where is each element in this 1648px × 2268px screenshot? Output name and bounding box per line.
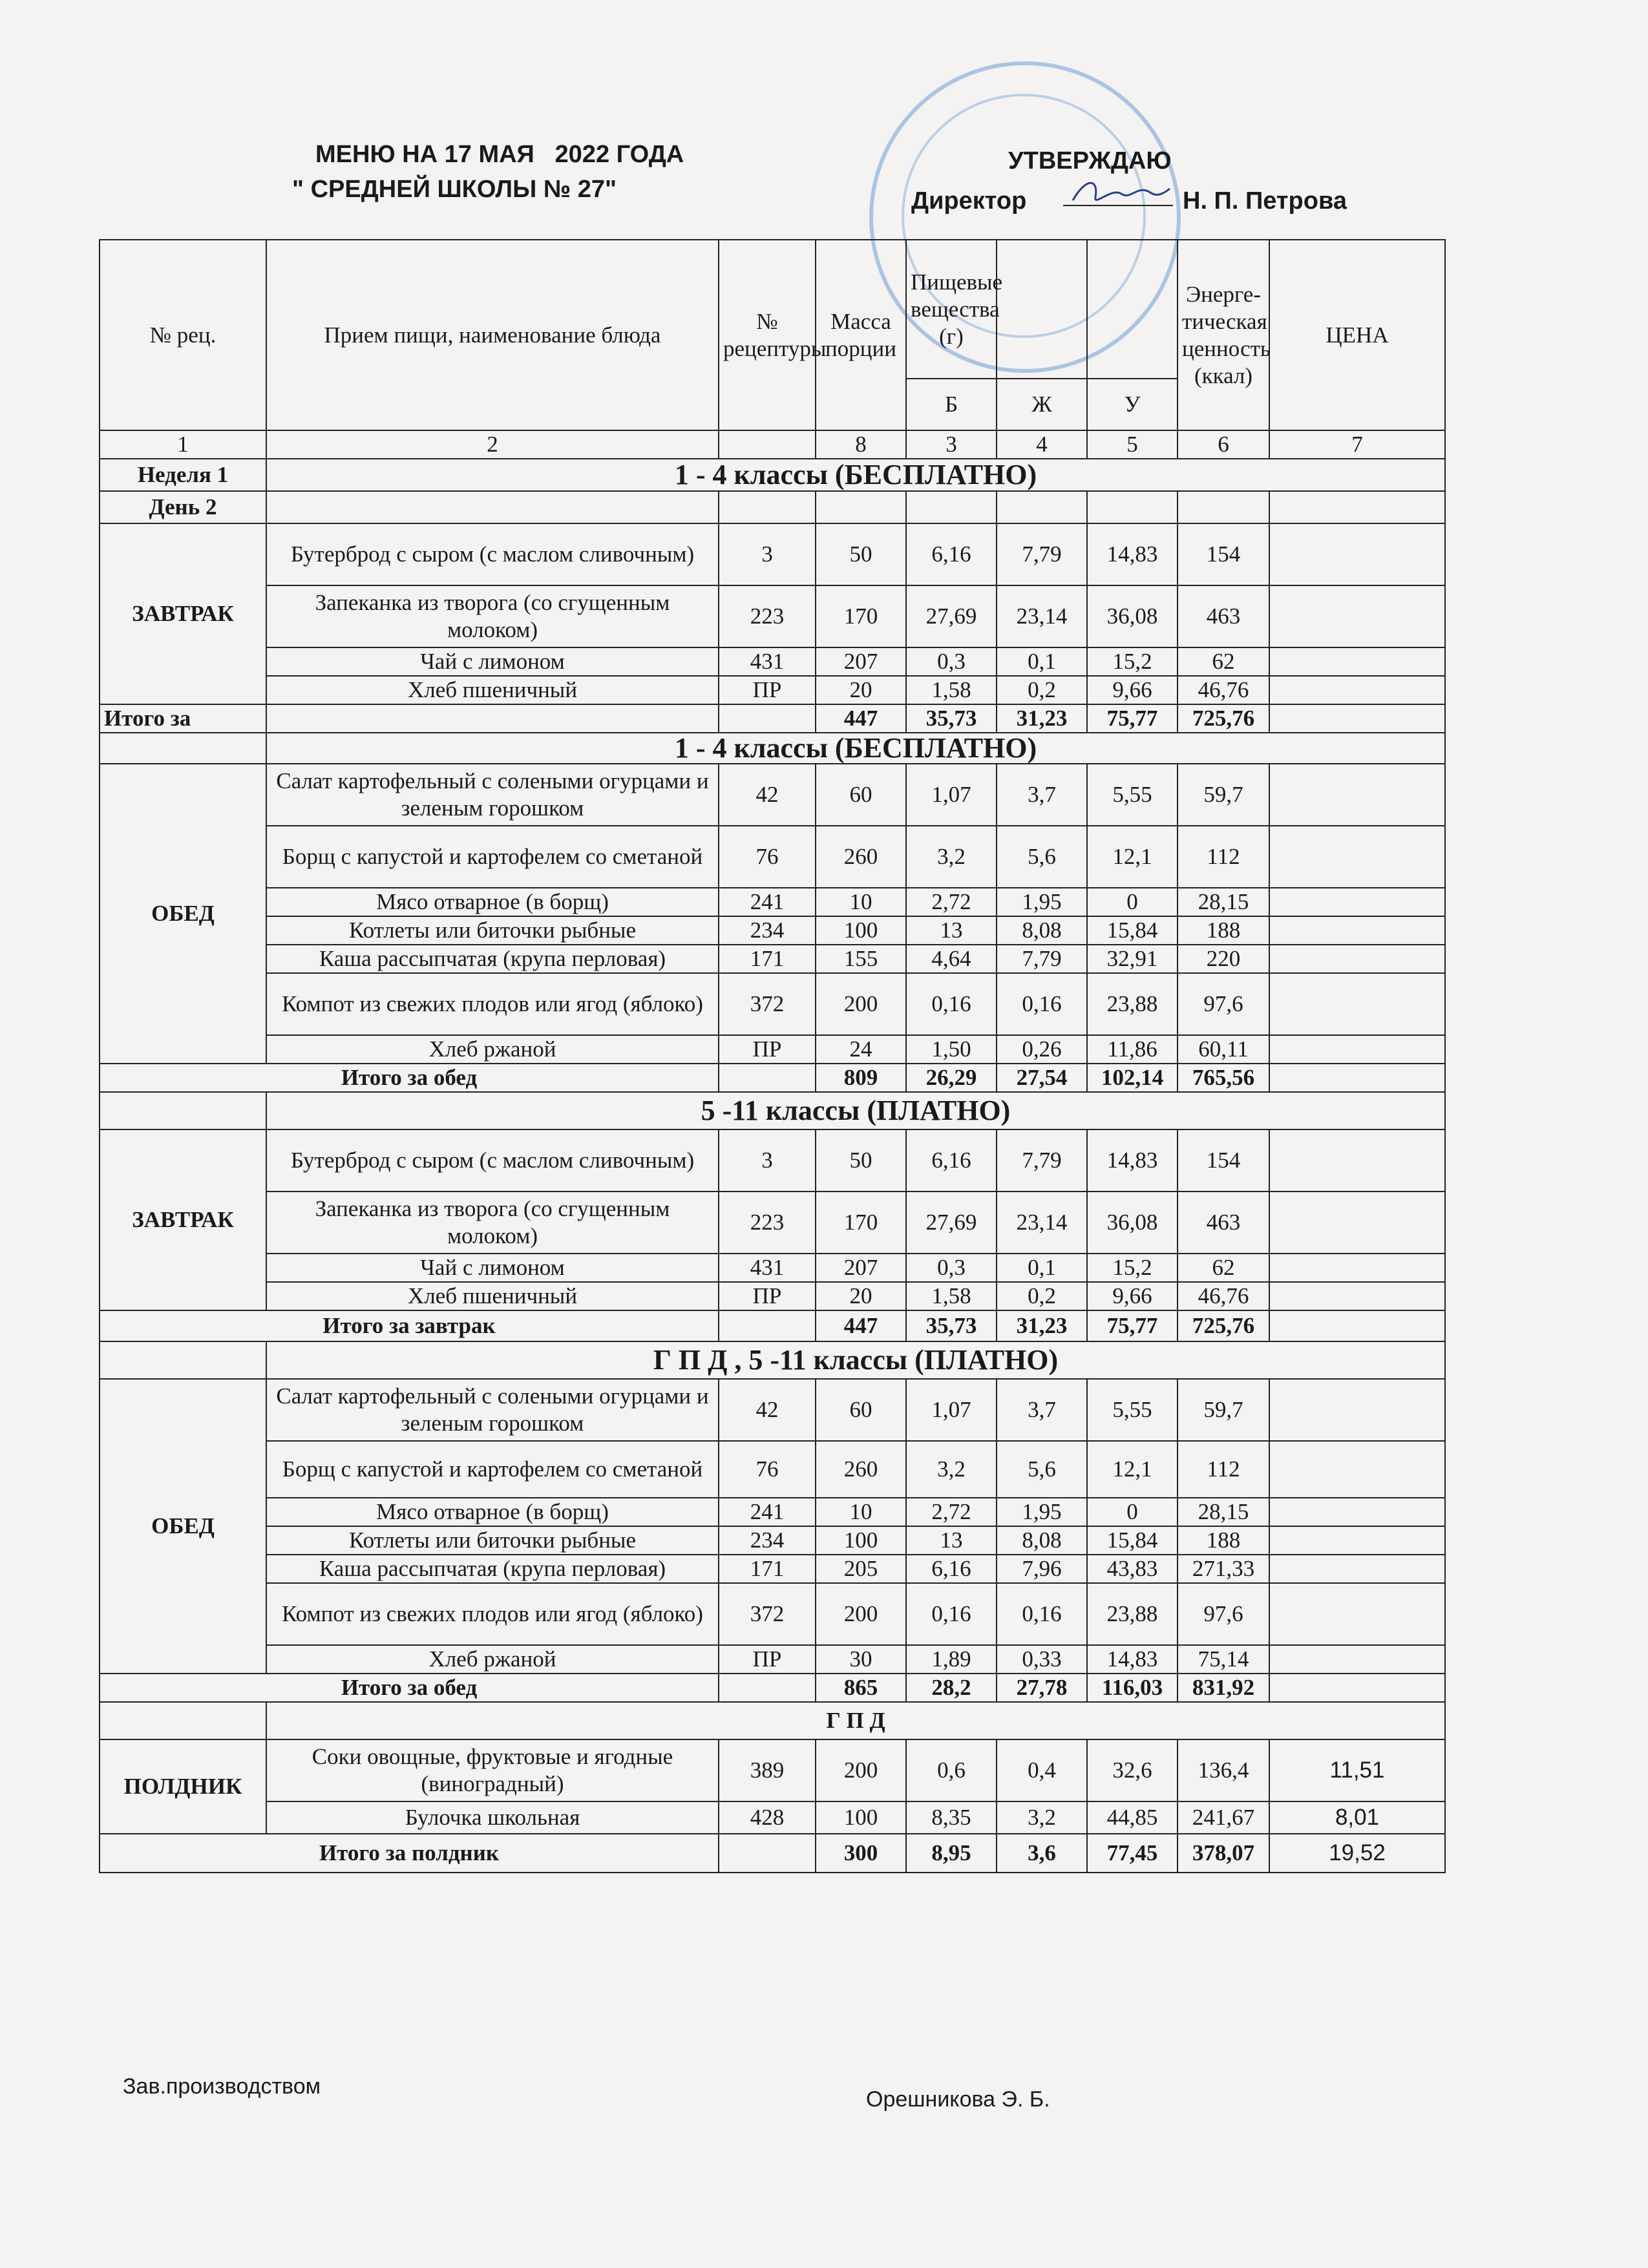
portion-mass: 207 xyxy=(816,647,906,676)
section-row xyxy=(100,1341,1445,1379)
energy: 112 xyxy=(1178,826,1269,888)
meal-type: ОБЕД xyxy=(100,1379,266,1674)
carbs: 43,83 xyxy=(1087,1555,1178,1583)
table-row xyxy=(100,888,1445,916)
protein: 1,07 xyxy=(906,1379,997,1441)
portion-mass: 10 xyxy=(816,1498,906,1526)
protein: 27,69 xyxy=(906,585,997,647)
recipe-number: 241 xyxy=(719,1498,816,1526)
price: 8,01 xyxy=(1269,1801,1445,1834)
protein: 0,6 xyxy=(906,1739,997,1801)
table-row xyxy=(100,1441,1445,1498)
dish-name: Хлеб ржаной xyxy=(266,1035,719,1064)
dish-name: Хлеб ржаной xyxy=(266,1645,719,1674)
energy: 97,6 xyxy=(1178,1583,1269,1645)
energy: 62 xyxy=(1178,1254,1269,1282)
director-name: Н. П. Петрова xyxy=(1183,187,1347,215)
recipe-number: 431 xyxy=(719,1254,816,1282)
production-manager-label: Зав.производством xyxy=(123,2074,321,2099)
energy: 28,15 xyxy=(1178,888,1269,916)
dish-name: Соки овощные, фруктовые и ягодные (виноградный) xyxy=(266,1739,719,1801)
protein: 1,58 xyxy=(906,676,997,704)
carbs: 14,83 xyxy=(1087,1645,1178,1674)
total-energy: 378,07 xyxy=(1178,1834,1269,1873)
recipe-number: 171 xyxy=(719,945,816,973)
recipe-number: 389 xyxy=(719,1739,816,1801)
fat: 8,08 xyxy=(997,916,1087,945)
carbs: 14,83 xyxy=(1087,1129,1178,1192)
dish-name: Компот из свежих плодов или ягод (яблоко) xyxy=(266,1583,719,1645)
total-label: Итого за xyxy=(100,704,266,733)
col-recipe-header: № рецептуры xyxy=(719,240,816,430)
recipe-number: 76 xyxy=(719,826,816,888)
fat: 7,96 xyxy=(997,1555,1087,1583)
portion-mass: 205 xyxy=(816,1555,906,1583)
total-label: Итого за завтрак xyxy=(100,1310,719,1341)
recipe-number: 241 xyxy=(719,888,816,916)
total-protein: 35,73 xyxy=(906,704,997,733)
table-row xyxy=(100,1555,1445,1583)
section-title: 5 -11 классы (ПЛАТНО) xyxy=(266,1092,1445,1129)
energy: 46,76 xyxy=(1178,676,1269,704)
director-signature xyxy=(1060,174,1176,213)
energy: 154 xyxy=(1178,1129,1269,1192)
day-label: День 2 xyxy=(100,491,266,523)
portion-mass: 200 xyxy=(816,1583,906,1645)
week-label: Неделя 1 xyxy=(100,459,266,491)
table-row xyxy=(100,1583,1445,1645)
energy: 463 xyxy=(1178,585,1269,647)
section-row xyxy=(100,459,1445,491)
portion-mass: 20 xyxy=(816,1282,906,1310)
protein: 0,16 xyxy=(906,973,997,1035)
total-label: Итого за обед xyxy=(100,1674,719,1702)
dish-name: Борщ с капустой и картофелем со сметаной xyxy=(266,826,719,888)
energy: 112 xyxy=(1178,1441,1269,1498)
fat: 3,7 xyxy=(997,1379,1087,1441)
table-row xyxy=(100,973,1445,1035)
dish-name: Булочка школьная xyxy=(266,1801,719,1834)
menu-table xyxy=(99,239,1446,1873)
portion-mass: 170 xyxy=(816,1192,906,1254)
energy: 271,33 xyxy=(1178,1555,1269,1583)
total-carbs: 77,45 xyxy=(1087,1834,1178,1873)
recipe-number: ПР xyxy=(719,1035,816,1064)
protein: 4,64 xyxy=(906,945,997,973)
recipe-number: ПР xyxy=(719,676,816,704)
fat: 5,6 xyxy=(997,826,1087,888)
fat: 3,7 xyxy=(997,764,1087,826)
col-zh-header: Ж xyxy=(997,379,1087,430)
table-row xyxy=(100,1035,1445,1064)
portion-mass: 260 xyxy=(816,1441,906,1498)
energy: 154 xyxy=(1178,523,1269,585)
total-price: 19,52 xyxy=(1269,1834,1445,1873)
table-row xyxy=(100,585,1445,647)
portion-mass: 20 xyxy=(816,676,906,704)
total-protein: 28,2 xyxy=(906,1674,997,1702)
total-mass: 447 xyxy=(816,1310,906,1341)
carbs: 12,1 xyxy=(1087,1441,1178,1498)
fat: 0,16 xyxy=(997,973,1087,1035)
carbs: 15,84 xyxy=(1087,1526,1178,1555)
carbs: 0 xyxy=(1087,888,1178,916)
recipe-number: 3 xyxy=(719,1129,816,1192)
table-row xyxy=(100,945,1445,973)
dish-name: Компот из свежих плодов или ягод (яблоко) xyxy=(266,973,719,1035)
total-protein: 8,95 xyxy=(906,1834,997,1873)
section-title: Г П Д xyxy=(266,1702,1445,1739)
table-row xyxy=(100,1282,1445,1310)
protein: 1,50 xyxy=(906,1035,997,1064)
table-row xyxy=(100,764,1445,826)
header-row xyxy=(100,240,1445,379)
total-row xyxy=(100,1064,1445,1092)
energy: 46,76 xyxy=(1178,1282,1269,1310)
total-fat: 27,78 xyxy=(997,1674,1087,1702)
protein: 2,72 xyxy=(906,1498,997,1526)
carbs: 12,1 xyxy=(1087,826,1178,888)
total-row xyxy=(100,1674,1445,1702)
dish-name: Борщ с капустой и картофелем со сметаной xyxy=(266,1441,719,1498)
column-index: 3 xyxy=(906,430,997,459)
portion-mass: 60 xyxy=(816,764,906,826)
recipe-number: 223 xyxy=(719,1192,816,1254)
protein: 0,3 xyxy=(906,647,997,676)
fat: 7,79 xyxy=(997,523,1087,585)
dish-name: Котлеты или биточки рыбные xyxy=(266,1526,719,1555)
total-mass: 865 xyxy=(816,1674,906,1702)
carbs: 36,08 xyxy=(1087,1192,1178,1254)
energy: 463 xyxy=(1178,1192,1269,1254)
day-row xyxy=(100,491,1445,523)
dish-name: Чай с лимоном xyxy=(266,1254,719,1282)
total-carbs: 75,77 xyxy=(1087,704,1178,733)
table-row xyxy=(100,1379,1445,1441)
total-carbs: 75,77 xyxy=(1087,1310,1178,1341)
protein: 6,16 xyxy=(906,1555,997,1583)
total-fat: 27,54 xyxy=(997,1064,1087,1092)
recipe-number: 3 xyxy=(719,523,816,585)
recipe-number: 234 xyxy=(719,1526,816,1555)
total-mass: 809 xyxy=(816,1064,906,1092)
portion-mass: 50 xyxy=(816,1129,906,1192)
recipe-number: 42 xyxy=(719,1379,816,1441)
recipe-number: 42 xyxy=(719,764,816,826)
energy: 241,67 xyxy=(1178,1801,1269,1834)
portion-mass: 100 xyxy=(816,916,906,945)
production-manager-name: Орешникова Э. Б. xyxy=(866,2087,1050,2112)
meal-type: ЗАВТРАК xyxy=(100,523,266,704)
total-carbs: 102,14 xyxy=(1087,1064,1178,1092)
carbs: 9,66 xyxy=(1087,676,1178,704)
fat: 3,2 xyxy=(997,1801,1087,1834)
column-index: 7 xyxy=(1269,430,1445,459)
fat: 0,16 xyxy=(997,1583,1087,1645)
total-row xyxy=(100,704,1445,733)
approve-label: УТВЕРЖДАЮ xyxy=(1008,147,1172,174)
total-energy: 831,92 xyxy=(1178,1674,1269,1702)
recipe-number: 372 xyxy=(719,1583,816,1645)
portion-mass: 10 xyxy=(816,888,906,916)
total-energy: 765,56 xyxy=(1178,1064,1269,1092)
recipe-number: 428 xyxy=(719,1801,816,1834)
carbs: 32,6 xyxy=(1087,1739,1178,1801)
total-fat: 3,6 xyxy=(997,1834,1087,1873)
carbs: 5,55 xyxy=(1087,764,1178,826)
energy: 62 xyxy=(1178,647,1269,676)
energy: 136,4 xyxy=(1178,1739,1269,1801)
col-u-header: У xyxy=(1087,379,1178,430)
col-energy-header: Энерге-тическая ценность (ккал) xyxy=(1178,240,1269,430)
energy: 59,7 xyxy=(1178,764,1269,826)
fat: 23,14 xyxy=(997,1192,1087,1254)
carbs: 5,55 xyxy=(1087,1379,1178,1441)
energy: 28,15 xyxy=(1178,1498,1269,1526)
total-label: Итого за обед xyxy=(100,1064,719,1092)
total-protein: 26,29 xyxy=(906,1064,997,1092)
fat: 0,1 xyxy=(997,1254,1087,1282)
total-energy: 725,76 xyxy=(1178,704,1269,733)
fat: 0,4 xyxy=(997,1739,1087,1801)
table-row xyxy=(100,916,1445,945)
recipe-number: 76 xyxy=(719,1441,816,1498)
table-row xyxy=(100,1129,1445,1192)
table-row xyxy=(100,826,1445,888)
carbs: 36,08 xyxy=(1087,585,1178,647)
dish-name: Чай с лимоном xyxy=(266,647,719,676)
recipe-number: ПР xyxy=(719,1645,816,1674)
dish-name: Бутерброд с сыром (с маслом сливочным) xyxy=(266,523,719,585)
price: 11,51 xyxy=(1269,1739,1445,1801)
protein: 8,35 xyxy=(906,1801,997,1834)
column-index: 5 xyxy=(1087,430,1178,459)
portion-mass: 100 xyxy=(816,1526,906,1555)
portion-mass: 30 xyxy=(816,1645,906,1674)
total-protein: 35,73 xyxy=(906,1310,997,1341)
protein: 1,89 xyxy=(906,1645,997,1674)
table-row xyxy=(100,1526,1445,1555)
energy: 60,11 xyxy=(1178,1035,1269,1064)
portion-mass: 155 xyxy=(816,945,906,973)
col-mass-header: Масса порции xyxy=(816,240,906,430)
table-row xyxy=(100,676,1445,704)
column-index-row xyxy=(100,430,1445,459)
fat: 7,79 xyxy=(997,1129,1087,1192)
fat: 0,2 xyxy=(997,1282,1087,1310)
col-price-header: ЦЕНА xyxy=(1269,240,1445,430)
meal-type: ПОЛДНИК xyxy=(100,1739,266,1834)
recipe-number: 171 xyxy=(719,1555,816,1583)
column-index: 8 xyxy=(816,430,906,459)
table-row xyxy=(100,523,1445,585)
section-title: 1 - 4 классы (БЕСПЛАТНО) xyxy=(266,459,1445,491)
fat: 0,26 xyxy=(997,1035,1087,1064)
dish-name: Бутерброд с сыром (с маслом сливочным) xyxy=(266,1129,719,1192)
protein: 1,07 xyxy=(906,764,997,826)
table-row xyxy=(100,1801,1445,1834)
director-label: Директор xyxy=(911,187,1027,215)
energy: 188 xyxy=(1178,1526,1269,1555)
protein: 13 xyxy=(906,916,997,945)
protein: 0,3 xyxy=(906,1254,997,1282)
recipe-number: ПР xyxy=(719,1282,816,1310)
section-row xyxy=(100,733,1445,764)
total-label: Итого за полдник xyxy=(100,1834,719,1873)
energy: 59,7 xyxy=(1178,1379,1269,1441)
portion-mass: 200 xyxy=(816,973,906,1035)
meal-type: ОБЕД xyxy=(100,764,266,1064)
column-index: 4 xyxy=(997,430,1087,459)
portion-mass: 260 xyxy=(816,826,906,888)
dish-name: Салат картофельный с солеными огурцами и зеленым горошком xyxy=(266,764,719,826)
protein: 27,69 xyxy=(906,1192,997,1254)
total-mass: 300 xyxy=(816,1834,906,1873)
school-name: " СРЕДНЕЙ ШКОЛЫ № 27" xyxy=(292,176,617,203)
table-row xyxy=(100,1498,1445,1526)
dish-name: Запеканка из творога (со сгущенным молоком) xyxy=(266,585,719,647)
col-num-header: № рец. xyxy=(100,240,266,430)
protein: 3,2 xyxy=(906,1441,997,1498)
fat: 0,1 xyxy=(997,647,1087,676)
total-mass: 447 xyxy=(816,704,906,733)
portion-mass: 170 xyxy=(816,585,906,647)
section-row xyxy=(100,1702,1445,1739)
carbs: 32,91 xyxy=(1087,945,1178,973)
total-row xyxy=(100,1834,1445,1873)
dish-name: Хлеб пшеничный xyxy=(266,676,719,704)
carbs: 44,85 xyxy=(1087,1801,1178,1834)
total-fat: 31,23 xyxy=(997,1310,1087,1341)
protein: 13 xyxy=(906,1526,997,1555)
section-title: Г П Д , 5 -11 классы (ПЛАТНО) xyxy=(266,1341,1445,1379)
fat: 23,14 xyxy=(997,585,1087,647)
portion-mass: 200 xyxy=(816,1739,906,1801)
dish-name: Мясо отварное (в борщ) xyxy=(266,888,719,916)
dish-name: Каша рассыпчатая (крупа перловая) xyxy=(266,1555,719,1583)
portion-mass: 60 xyxy=(816,1379,906,1441)
dish-name: Каша рассыпчатая (крупа перловая) xyxy=(266,945,719,973)
fat: 0,33 xyxy=(997,1645,1087,1674)
protein: 6,16 xyxy=(906,523,997,585)
carbs: 14,83 xyxy=(1087,523,1178,585)
protein: 2,72 xyxy=(906,888,997,916)
section-row xyxy=(100,1092,1445,1129)
col-nutrients-header: Пищевые вещества (г) xyxy=(906,240,997,379)
carbs: 23,88 xyxy=(1087,1583,1178,1645)
dish-name: Хлеб пшеничный xyxy=(266,1282,719,1310)
col-b-header: Б xyxy=(906,379,997,430)
recipe-number: 223 xyxy=(719,585,816,647)
dish-name: Котлеты или биточки рыбные xyxy=(266,916,719,945)
carbs: 9,66 xyxy=(1087,1282,1178,1310)
fat: 1,95 xyxy=(997,1498,1087,1526)
fat: 8,08 xyxy=(997,1526,1087,1555)
portion-mass: 100 xyxy=(816,1801,906,1834)
recipe-number: 431 xyxy=(719,647,816,676)
dish-name: Мясо отварное (в борщ) xyxy=(266,1498,719,1526)
carbs: 11,86 xyxy=(1087,1035,1178,1064)
fat: 7,79 xyxy=(997,945,1087,973)
energy: 75,14 xyxy=(1178,1645,1269,1674)
protein: 6,16 xyxy=(906,1129,997,1192)
protein: 3,2 xyxy=(906,826,997,888)
carbs: 23,88 xyxy=(1087,973,1178,1035)
dish-name: Запеканка из творога (со сгущенным молоком) xyxy=(266,1192,719,1254)
table-row xyxy=(100,1192,1445,1254)
carbs: 15,2 xyxy=(1087,1254,1178,1282)
total-carbs: 116,03 xyxy=(1087,1674,1178,1702)
menu-title: МЕНЮ НА 17 МАЯ 2022 ГОДА xyxy=(315,141,684,168)
carbs: 0 xyxy=(1087,1498,1178,1526)
meal-type: ЗАВТРАК xyxy=(100,1129,266,1310)
carbs: 15,84 xyxy=(1087,916,1178,945)
table-row xyxy=(100,1739,1445,1801)
total-fat: 31,23 xyxy=(997,704,1087,733)
energy: 188 xyxy=(1178,916,1269,945)
column-index: 6 xyxy=(1178,430,1269,459)
table-row xyxy=(100,647,1445,676)
portion-mass: 50 xyxy=(816,523,906,585)
column-index: 1 xyxy=(100,430,266,459)
fat: 5,6 xyxy=(997,1441,1087,1498)
total-row xyxy=(100,1310,1445,1341)
recipe-number: 234 xyxy=(719,916,816,945)
total-energy: 725,76 xyxy=(1178,1310,1269,1341)
section-title: 1 - 4 классы (БЕСПЛАТНО) xyxy=(266,733,1445,764)
col-meal-header: Прием пищи, наименование блюда xyxy=(266,240,719,430)
table-row xyxy=(100,1254,1445,1282)
dish-name: Салат картофельный с солеными огурцами и зеленым горошком xyxy=(266,1379,719,1441)
recipe-number: 372 xyxy=(719,973,816,1035)
energy: 97,6 xyxy=(1178,973,1269,1035)
fat: 0,2 xyxy=(997,676,1087,704)
fat: 1,95 xyxy=(997,888,1087,916)
energy: 220 xyxy=(1178,945,1269,973)
protein: 0,16 xyxy=(906,1583,997,1645)
column-index: 2 xyxy=(266,430,719,459)
carbs: 15,2 xyxy=(1087,647,1178,676)
table-row xyxy=(100,1645,1445,1674)
portion-mass: 207 xyxy=(816,1254,906,1282)
protein: 1,58 xyxy=(906,1282,997,1310)
portion-mass: 24 xyxy=(816,1035,906,1064)
